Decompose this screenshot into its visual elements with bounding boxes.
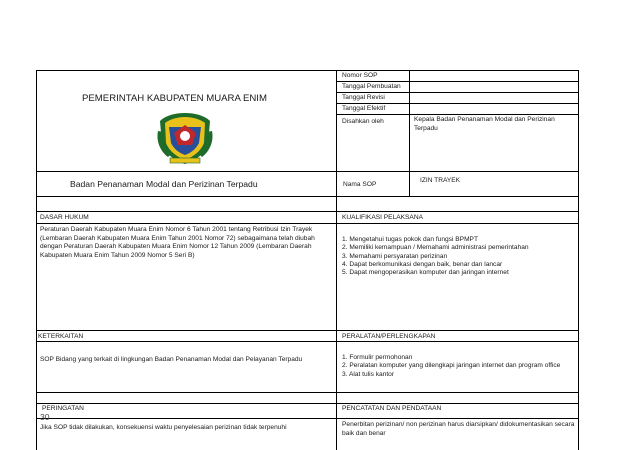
page-number: 30 [40,412,50,422]
section-heading-keterkaitan: KETERKAITAN [38,333,84,340]
border-top [36,70,579,71]
keterkaitan-body: SOP Bidang yang terkait di lingkungan Badan Penanaman Modal dan Pelayanan Terpadu [40,356,303,363]
sop-approver-value: Kepala Badan Penanaman Modal dan Perizinan Terpadu [414,116,555,132]
list-item: 5. Dapat mengoperasikan komputer dan jaringan internet [342,269,509,277]
row-line [336,92,578,93]
border-left [36,70,37,450]
sop-field-label: Tanggal Efektif [342,105,386,112]
list-item: 1. Formulir permohonan [342,354,413,361]
emblem-icon [156,111,214,166]
section-heading-dasar-hukum: DASAR HUKUM [40,214,89,221]
government-title: PEMERINTAH KABUPATEN MUARA ENIM [82,93,267,104]
row-line [36,330,578,331]
peralatan-list [342,354,574,379]
sop-field-label: Tanggal Revisi [342,94,385,101]
row-line [36,223,578,224]
regency-emblem [156,111,214,166]
row-line [36,392,578,393]
list-item: 4. Dapat berkomunikasi dengan baik, benar dan lancar [342,260,503,268]
agency-name: Badan Penanaman Modal dan Perizinan Terpadu [70,179,258,189]
section-heading-kualifikasi: KUALIFIKASI PELAKSANA [342,214,423,221]
list-item: 3. Alat tulis kantor [342,370,395,378]
sop-name-value: IZIN TRAYEK [420,177,461,184]
row-line [36,211,578,212]
section-heading-pencatatan: PENCATATAN DAN PENDATAAN [342,405,442,412]
row-line [36,341,578,342]
list-item: 2. Memiliki kemampuan / Memahami administrasi pemerintahan [342,244,529,252]
divider-vertical-sop [409,70,410,197]
sop-field-label: Disahkan oleh [342,118,384,125]
section-heading-peringatan: PERINGATAN [42,405,84,412]
section-heading-peralatan: PERALATAN/PERLENGKAPAN [342,333,436,340]
row-line [336,81,578,82]
row-line [336,114,578,115]
row-line [36,196,578,197]
list-item: 2. Peralatan komputer yang dilengkapi jaringan internet dan program office [342,362,561,370]
border-right [578,70,579,450]
kualifikasi-list [342,236,574,277]
row-line [336,103,578,104]
list-item: 3. Memahami persyaratan perizinan [342,252,448,260]
divider-vertical-main [336,70,337,450]
pencatatan-body: Penerbitan perizinan/ non perizinan harus diarsipkan/ didokumentasikan secara baik dan benar [342,421,575,437]
row-line [36,418,578,419]
sop-field-label: Tanggal Pembuatan [342,83,401,90]
list-item: 1. Mengetahui tugas pokok dan fungsi BPMPT [342,236,478,243]
row-line [36,403,578,404]
sop-name-label: Nama SOP [343,181,377,188]
peringatan-body: Jika SOP tidak dilakukan, konsekuensi waktu penyelesaian perizinan tidak terpenuhi [40,424,287,431]
dasar-hukum-body: Peraturan Daerah Kabupaten Muara Enim Nomor 6 Tahun 2001 tentang Retribusi Izin Trayek (Lembaran Daerah Kabupaten Muara Enim Tahun 2001 Nomor 72) sebagaimana telah diubah dengan Peraturan Daerah Kabupaten Muara Enim Nomor 12 Tahun 2009 (Lembaran Daerah Kabupaten Muara Enim Tahun 2009 Nomor 5 Seri B) [40,226,315,259]
sop-field-label: Nomor SOP [342,72,378,79]
row-line [36,171,578,172]
